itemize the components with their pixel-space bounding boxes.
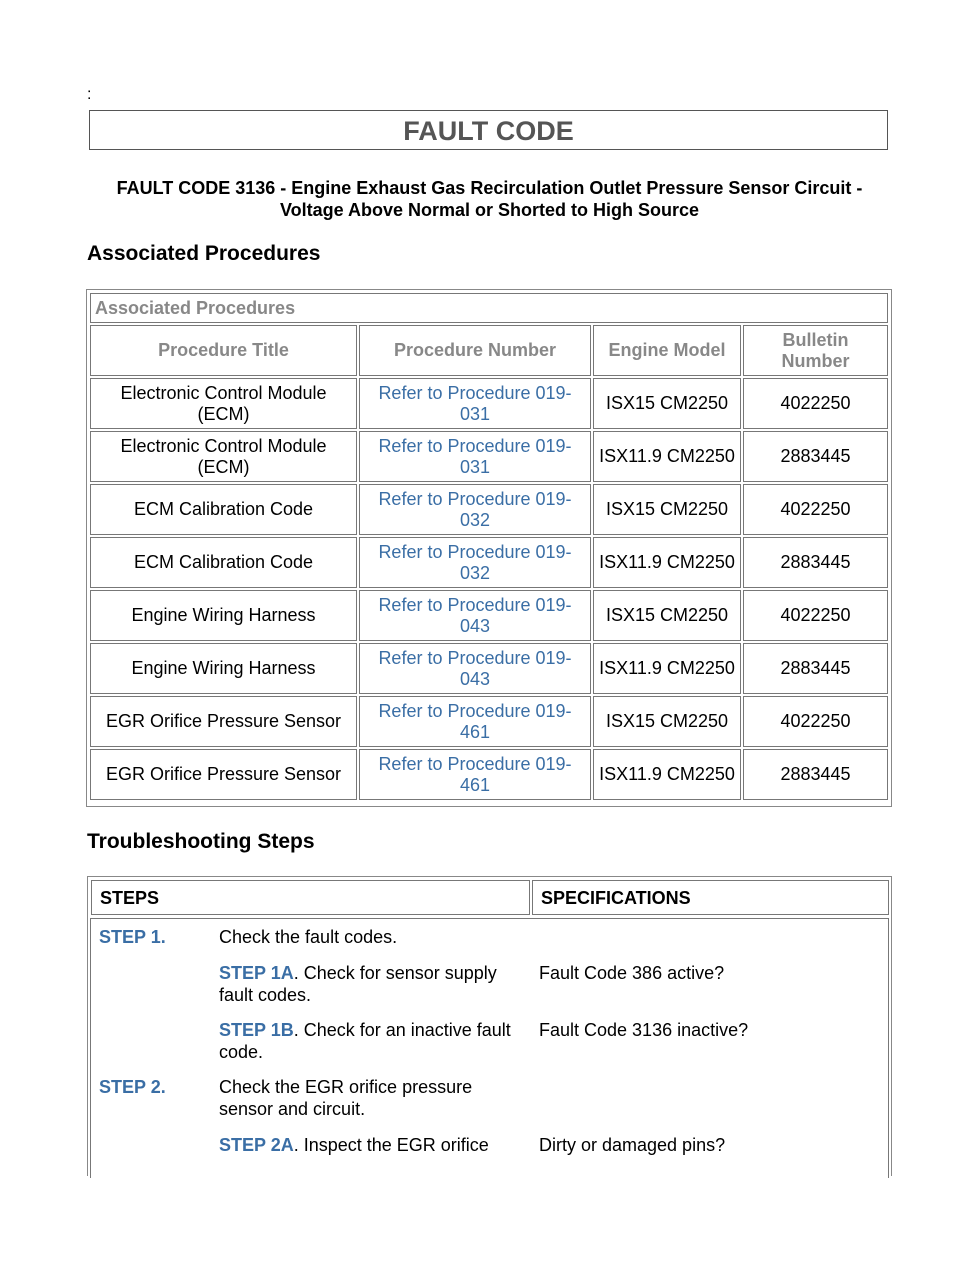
- procedure-title-cell: Electronic Control Module (ECM): [90, 378, 357, 429]
- table-caption: Associated Procedures: [90, 293, 888, 323]
- associated-procedures-table: [88, 291, 890, 802]
- engine-model-cell: ISX11.9 CM2250: [593, 537, 741, 588]
- troubleshooting-table: [87, 876, 892, 1176]
- procedure-number-link[interactable]: Refer to Procedure 019-461: [359, 696, 591, 747]
- step-1a: [219, 962, 524, 1006]
- header-procedure-number: Procedure Number: [359, 325, 591, 376]
- bulletin-number-cell: 4022250: [743, 378, 888, 429]
- fault-code-banner: FAULT CODE: [89, 110, 888, 150]
- troubleshooting-steps-heading: Troubleshooting Steps: [87, 830, 315, 853]
- specifications-column-header: SPECIFICATIONS: [532, 880, 889, 915]
- step-2a-spec: Dirty or damaged pins?: [539, 1135, 726, 1155]
- procedure-number-link[interactable]: Refer to Procedure 019-043: [359, 643, 591, 694]
- step-2-label[interactable]: STEP 2.: [99, 1077, 166, 1097]
- step-1a-text: . Check for sensor supply fault codes.: [219, 963, 497, 1005]
- fault-code-title-line1: FAULT CODE 3136 - Engine Exhaust Gas Recirculation Outlet Pressure Sensor Circuit -: [116, 178, 863, 198]
- fault-code-title-line2: Voltage Above Normal or Shorted to High Source: [279, 200, 700, 220]
- bulletin-number-cell: 4022250: [743, 696, 888, 747]
- bulletin-number-cell: 2883445: [743, 643, 888, 694]
- table-header-row: [90, 325, 888, 376]
- procedure-title-cell: EGR Orifice Pressure Sensor: [90, 749, 357, 800]
- procedure-title-cell: EGR Orifice Pressure Sensor: [90, 696, 357, 747]
- procedure-title-cell: Engine Wiring Harness: [90, 643, 357, 694]
- bulletin-number-cell: 2883445: [743, 749, 888, 800]
- step-2-text: Check the EGR orifice pressure sensor and circuit.: [219, 1077, 473, 1119]
- associated-procedures-heading: Associated Procedures: [87, 242, 321, 265]
- steps-column-header: STEPS: [91, 880, 530, 915]
- bulletin-number-cell: 4022250: [743, 484, 888, 535]
- engine-model-cell: ISX15 CM2250: [593, 484, 741, 535]
- table-row: [90, 749, 888, 800]
- step-1b-label[interactable]: STEP 1B: [219, 1020, 294, 1040]
- procedure-number-link[interactable]: Refer to Procedure 019-032: [359, 537, 591, 588]
- troubleshooting-body: [90, 918, 889, 1178]
- step-2a-text: . Inspect the EGR orifice: [293, 1135, 489, 1155]
- procedure-title-cell: Engine Wiring Harness: [90, 590, 357, 641]
- procedure-number-link[interactable]: Refer to Procedure 019-031: [359, 431, 591, 482]
- procedure-title-cell: ECM Calibration Code: [90, 484, 357, 535]
- table-row: [90, 590, 888, 641]
- engine-model-cell: ISX15 CM2250: [593, 378, 741, 429]
- table-row: [90, 484, 888, 535]
- bulletin-number-cell: 2883445: [743, 431, 888, 482]
- page-colon: :: [87, 86, 92, 103]
- header-procedure-title: Procedure Title: [90, 325, 357, 376]
- bulletin-number-cell: 4022250: [743, 590, 888, 641]
- engine-model-cell: ISX11.9 CM2250: [593, 431, 741, 482]
- table-row: [90, 378, 888, 429]
- table-row: [90, 431, 888, 482]
- procedure-number-link[interactable]: Refer to Procedure 019-032: [359, 484, 591, 535]
- header-engine-model: Engine Model: [593, 325, 741, 376]
- table-row: [90, 643, 888, 694]
- table-row: [90, 696, 888, 747]
- engine-model-cell: ISX11.9 CM2250: [593, 643, 741, 694]
- engine-model-cell: ISX15 CM2250: [593, 696, 741, 747]
- step-1b-spec: Fault Code 3136 inactive?: [539, 1020, 749, 1040]
- step-1a-spec: Fault Code 386 active?: [539, 963, 725, 983]
- step-1a-label[interactable]: STEP 1A: [219, 963, 294, 983]
- step-2a: [219, 1134, 529, 1156]
- step-1-text: Check the fault codes.: [219, 927, 398, 947]
- engine-model-cell: ISX15 CM2250: [593, 590, 741, 641]
- step-2a-label[interactable]: STEP 2A: [219, 1135, 294, 1155]
- procedure-number-link[interactable]: Refer to Procedure 019-043: [359, 590, 591, 641]
- procedure-title-cell: ECM Calibration Code: [90, 537, 357, 588]
- step-1b: [219, 1019, 519, 1063]
- fault-code-title: [87, 177, 892, 221]
- header-bulletin-number: Bulletin Number: [743, 325, 888, 376]
- procedure-number-link[interactable]: Refer to Procedure 019-031: [359, 378, 591, 429]
- bulletin-number-cell: 2883445: [743, 537, 888, 588]
- step-1-label[interactable]: STEP 1.: [99, 927, 166, 947]
- step-1b-text: . Check for an inactive fault code.: [219, 1020, 511, 1062]
- associated-procedures-table-frame: [86, 289, 892, 807]
- procedure-title-cell: Electronic Control Module (ECM): [90, 431, 357, 482]
- engine-model-cell: ISX11.9 CM2250: [593, 749, 741, 800]
- table-row: [90, 537, 888, 588]
- procedure-number-link[interactable]: Refer to Procedure 019-461: [359, 749, 591, 800]
- associated-procedures-rows: [90, 378, 888, 800]
